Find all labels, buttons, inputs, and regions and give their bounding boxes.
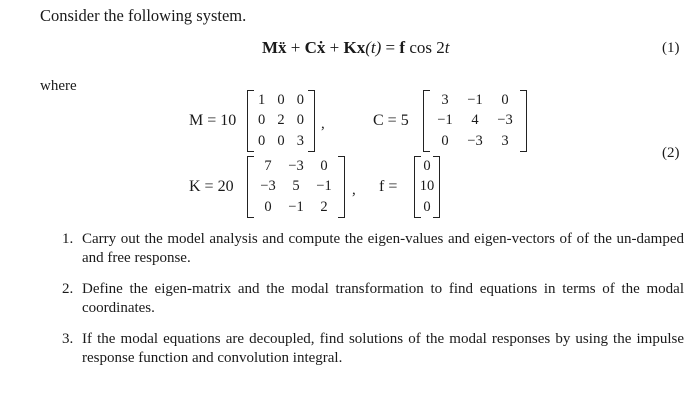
matrix-cell: 0 (320, 157, 328, 174)
where-label: where (40, 78, 77, 94)
matrix-cell: 0 (277, 133, 285, 150)
matrix-cell: 0 (441, 133, 449, 150)
item-number: 1. (62, 231, 74, 247)
matrix-M (247, 90, 315, 152)
matrix-cell: −3 (497, 112, 513, 129)
matrix-cell: 0 (258, 133, 266, 150)
item-number: 2. (62, 281, 74, 297)
matrix-cell: −3 (260, 178, 276, 195)
eq-K: K (343, 38, 357, 57)
matrix-cell: 3 (501, 133, 509, 150)
matrix-cell: 5 (292, 178, 300, 195)
item-text: Carry out the model analysis and compute the eigen-values and eigen-vectors of of the un-damped and free response. (82, 231, 684, 266)
matrix-cell: 2 (320, 199, 328, 216)
matrix-cell: −1 (437, 112, 453, 129)
matrix-cell: 1 (258, 91, 266, 108)
eq-plus-2: + (325, 38, 344, 57)
matrix-cell: 0 (296, 91, 304, 108)
eq-arg: (t) (365, 38, 382, 57)
matrix-K-label: K = 20 (189, 178, 234, 195)
list-item (62, 230, 684, 268)
vector-f (414, 156, 440, 218)
matrix-M-label: M = 10 (189, 112, 237, 129)
matrix-cell: −1 (467, 91, 483, 108)
intro-text: Consider the following system. (40, 6, 247, 25)
vector-cell: 0 (423, 199, 431, 216)
matrix-cell: −3 (467, 133, 483, 150)
vector-cell: 0 (423, 157, 431, 174)
vector-cell: 10 (419, 178, 435, 195)
matrix-cell: 0 (296, 112, 304, 129)
matrix-cell: 0 (258, 112, 266, 129)
matrix-C (423, 90, 527, 152)
list-item (62, 330, 684, 368)
matrix-cell: 0 (277, 91, 285, 108)
eq-C: C (304, 38, 317, 57)
matrix-cell: −3 (288, 157, 304, 174)
matrix-cell: 2 (277, 112, 285, 129)
question-list (62, 230, 684, 380)
eq-x: x (356, 38, 366, 57)
equation-number-2: (2) (662, 145, 680, 161)
item-number: 3. (62, 331, 74, 347)
eq-x-dot: ẋ (316, 38, 326, 57)
eq-M: M (262, 38, 279, 57)
eq-cos: cos 2 (405, 38, 445, 57)
equation-1 (262, 38, 449, 58)
matrix-K (247, 156, 345, 218)
matrix-C-label: C = 5 (373, 112, 409, 129)
matrix-cell: 4 (471, 112, 479, 129)
comma-1: , (321, 116, 325, 132)
eq-f: f (399, 38, 406, 57)
eq-x-ddot: ẍ (278, 38, 287, 57)
equation-number-1: (1) (662, 40, 680, 56)
matrix-cell: 3 (296, 133, 304, 150)
matrix-cell: 0 (264, 199, 272, 216)
matrix-cell: −1 (288, 199, 304, 216)
eq-t: t (444, 38, 450, 57)
eq-equals: = (381, 38, 400, 57)
matrix-cell: 0 (501, 91, 509, 108)
eq-plus-1: + (286, 38, 305, 57)
matrix-cell: 3 (441, 91, 449, 108)
vector-f-label: f = (379, 178, 398, 195)
item-text: Define the eigen-matrix and the modal transformation to find equations in terms of the modal coordinates. (82, 281, 684, 316)
matrix-cell: −1 (316, 178, 332, 195)
comma-2: , (352, 182, 356, 198)
list-item (62, 280, 684, 318)
matrix-cell: 7 (264, 157, 272, 174)
item-text: If the modal equations are decoupled, find solutions of the modal responses by using the impulse response function and convolution integral. (82, 331, 684, 366)
